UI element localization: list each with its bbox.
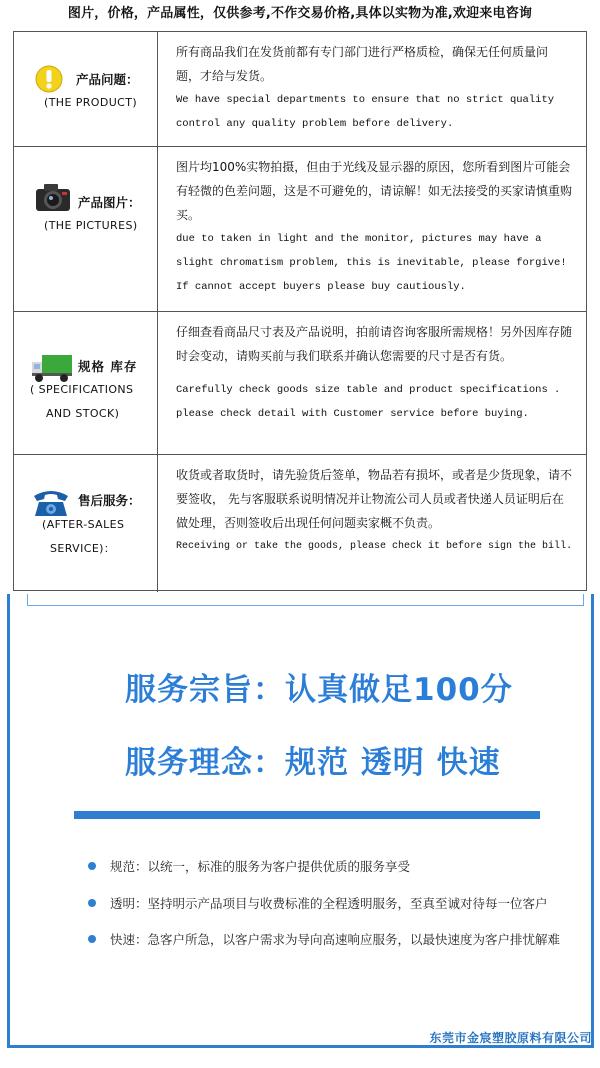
label-cell (14, 455, 158, 592)
label-cn: 规格 库存 (78, 359, 138, 374)
description-cell (157, 32, 586, 146)
description-cn: 仔细查看商品尺寸表及产品说明，拍前请咨询客服所需规格！另外因库存随时会变动，请购买前与我们联系并确认您需要的尺寸是否有货。 (176, 325, 573, 363)
description-en: Carefully check goods size table and product specifications . please check detail with Customer service before buying. (176, 384, 561, 420)
description-cell (157, 147, 586, 311)
service-purpose-heading: 服务宗旨：认真做足100分 (125, 672, 513, 708)
label-en: (THE PRODUCT) (44, 96, 138, 109)
label-cn: 售后服务： (78, 493, 141, 508)
row-pictures (14, 147, 586, 312)
bullet-text: 透明：坚持明示产品项目与收费标准的全程透明服务，至真至诚对待每一位客户 (110, 896, 548, 911)
description-cell (157, 312, 586, 454)
label-en-line-1: ( SPECIFICATIONS (30, 383, 134, 396)
row-after-sales (14, 455, 586, 592)
company-name: 东莞市金宸塑胶原料有限公司 (429, 1031, 592, 1045)
description-cn: 所有商品我们在发货前都有专门部门进行严格质检，确保无任何质量问题，才给与发货。 (176, 45, 549, 83)
bullet-text: 快速：急客户所急，以客户需求为导向高速响应服务，以最快速度为客户排忧解难 (110, 932, 561, 947)
bullet-transparent (88, 894, 548, 912)
bullet-dot (88, 862, 96, 870)
description-cn: 收货或者取货时，请先验货后签单，物品若有损坏，或者是少货现象，请不要签收， 先与客服联系说明情况并让物流公司人员或者快递人员证明后在做处理，否则签收后出现任何问题卖家概不负责。 (176, 468, 573, 530)
description-en: due to taken in light and the monitor, pictures may have a slight chromatism problem, this is inevitable, please forgive! If cannot accept buyers please buy cautiously. (176, 233, 567, 293)
info-table (13, 31, 587, 591)
bullet-dot (88, 899, 96, 907)
label-en-line-1: (AFTER-SALES (42, 518, 125, 531)
label-en: (THE PICTURES) (44, 219, 138, 232)
top-notice: 图片，价格，产品属性，仅供参考,不作交易价格,具体以实物为准,欢迎来电咨询 (67, 6, 533, 21)
label-cn: 产品问题： (76, 72, 139, 87)
bullet-text: 规范：以统一，标准的服务为客户提供优质的服务享受 (110, 859, 411, 874)
label-en-line-2: SERVICE)： (50, 542, 116, 555)
bullet-fast (88, 930, 560, 948)
row-product (14, 32, 586, 147)
service-panel (7, 594, 594, 1048)
panel-top-frame (27, 594, 584, 606)
bullet-standard (88, 857, 410, 875)
exclamation-icon (35, 65, 63, 93)
camera-icon (34, 181, 72, 213)
divider-bar (74, 811, 540, 819)
bullet-dot (88, 935, 96, 943)
description-cell (157, 455, 586, 592)
description-en: We have special departments to ensure that no strict quality control any quality problem before delivery. (176, 94, 555, 130)
label-cell (14, 312, 158, 454)
row-specifications (14, 312, 586, 455)
label-cn: 产品图片： (78, 195, 141, 210)
label-en-line-2: AND STOCK) (46, 407, 120, 420)
description-cn: 图片均100%实物拍摄，但由于光线及显示器的原因，您所看到图片可能会有轻微的色差问题，这是不可避免的，请谅解！如无法接受的买家请慎重购买。 (176, 160, 573, 222)
service-philosophy-heading: 服务理念：规范 透明 快速 (125, 745, 501, 781)
description-en: Receiving or take the goods, please check it before sign the bill. (176, 541, 573, 552)
label-cell (14, 147, 158, 311)
label-cell (14, 32, 158, 146)
